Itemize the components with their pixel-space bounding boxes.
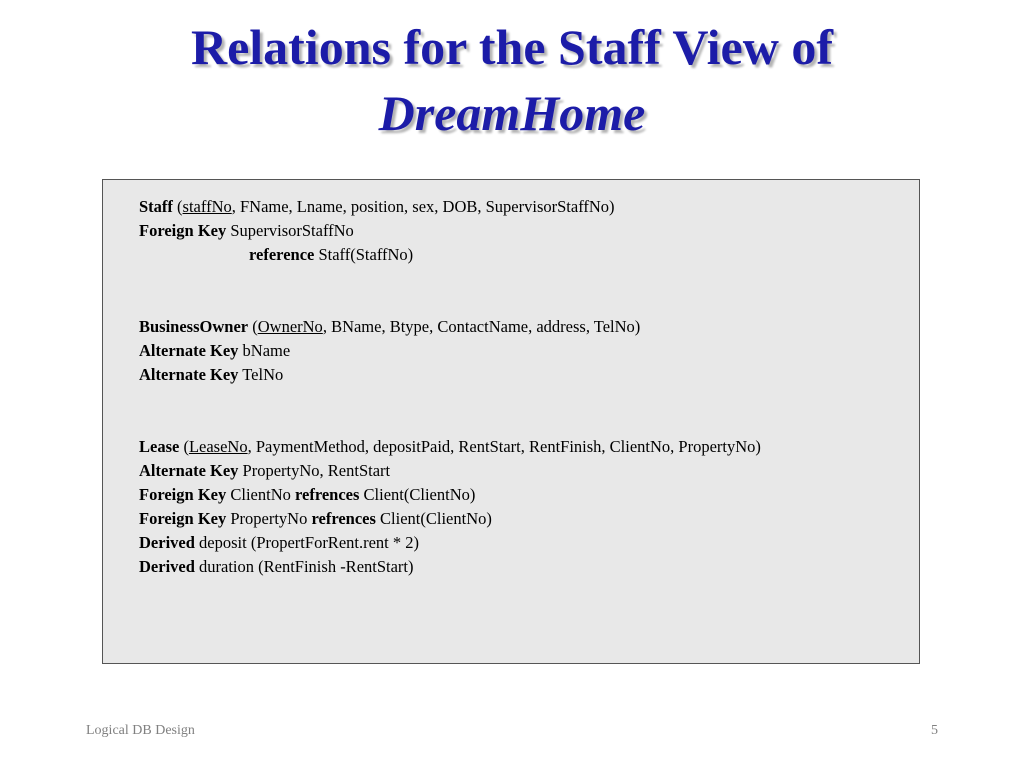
footer-label: Logical DB Design (86, 723, 195, 738)
reference-target: Client(ClientNo) (375, 509, 492, 528)
title-line-2: DreamHome (378, 85, 646, 141)
reference-target: Client(ClientNo) (359, 485, 476, 504)
keyword: Foreign Key (139, 485, 227, 504)
lease-foreign-key-1 (139, 483, 761, 507)
keyword: refrences (311, 509, 376, 528)
lease-relation (139, 435, 761, 459)
paren-open: ( (172, 197, 183, 216)
staff-reference (139, 243, 761, 267)
keyword: Foreign Key (139, 221, 227, 240)
key-attributes: SupervisorStaffNo (226, 221, 354, 240)
attributes: , BName, Btype, ContactName, address, TelNo) (322, 317, 641, 336)
relation-name: Lease (139, 437, 180, 456)
business-owner-alternate-key-1 (139, 339, 761, 363)
attributes: , FName, Lname, position, sex, DOB, SupervisorStaffNo) (231, 197, 615, 216)
keyword: Foreign Key (139, 509, 227, 528)
derived-expression: duration (RentFinish -RentStart) (194, 557, 414, 576)
relations-box (102, 179, 920, 664)
staff-relation (139, 195, 761, 219)
reference-target: Staff(StaffNo) (314, 245, 414, 264)
lease-derived-1 (139, 531, 761, 555)
relations-content (139, 195, 761, 579)
key-attributes: TelNo (238, 365, 284, 384)
spacer (139, 387, 761, 435)
keyword: refrences (294, 485, 360, 504)
keyword: Derived (139, 533, 195, 552)
relation-name: Staff (139, 197, 173, 216)
title-line-1: Relations for the Staff View of (190, 19, 834, 75)
page-number: 5 (931, 723, 938, 738)
business-owner-relation (139, 315, 761, 339)
spacer (139, 267, 761, 315)
paren-open: ( (179, 437, 189, 456)
primary-key: LeaseNo (188, 437, 248, 456)
key-attributes: PropertyNo (226, 509, 312, 528)
paren-open: ( (248, 317, 258, 336)
business-owner-alternate-key-2 (139, 363, 761, 387)
key-attributes: ClientNo (226, 485, 295, 504)
derived-expression: deposit (PropertForRent.rent * 2) (194, 533, 419, 552)
relation-name: BusinessOwner (139, 317, 249, 336)
keyword: reference (249, 245, 315, 264)
keyword: Alternate Key (139, 365, 239, 384)
lease-alternate-key (139, 459, 761, 483)
keyword: Alternate Key (139, 341, 239, 360)
lease-foreign-key-2 (139, 507, 761, 531)
key-attributes: bName (238, 341, 291, 360)
attributes: , PaymentMethod, depositPaid, RentStart, RentFinish, ClientNo, PropertyNo) (247, 437, 761, 456)
key-attributes: PropertyNo, RentStart (238, 461, 391, 480)
staff-foreign-key (139, 219, 761, 243)
slide-title (0, 14, 1024, 146)
primary-key: OwnerNo (257, 317, 323, 336)
lease-derived-2 (139, 555, 761, 579)
primary-key: staffNo (182, 197, 232, 216)
keyword: Derived (139, 557, 195, 576)
keyword: Alternate Key (139, 461, 239, 480)
